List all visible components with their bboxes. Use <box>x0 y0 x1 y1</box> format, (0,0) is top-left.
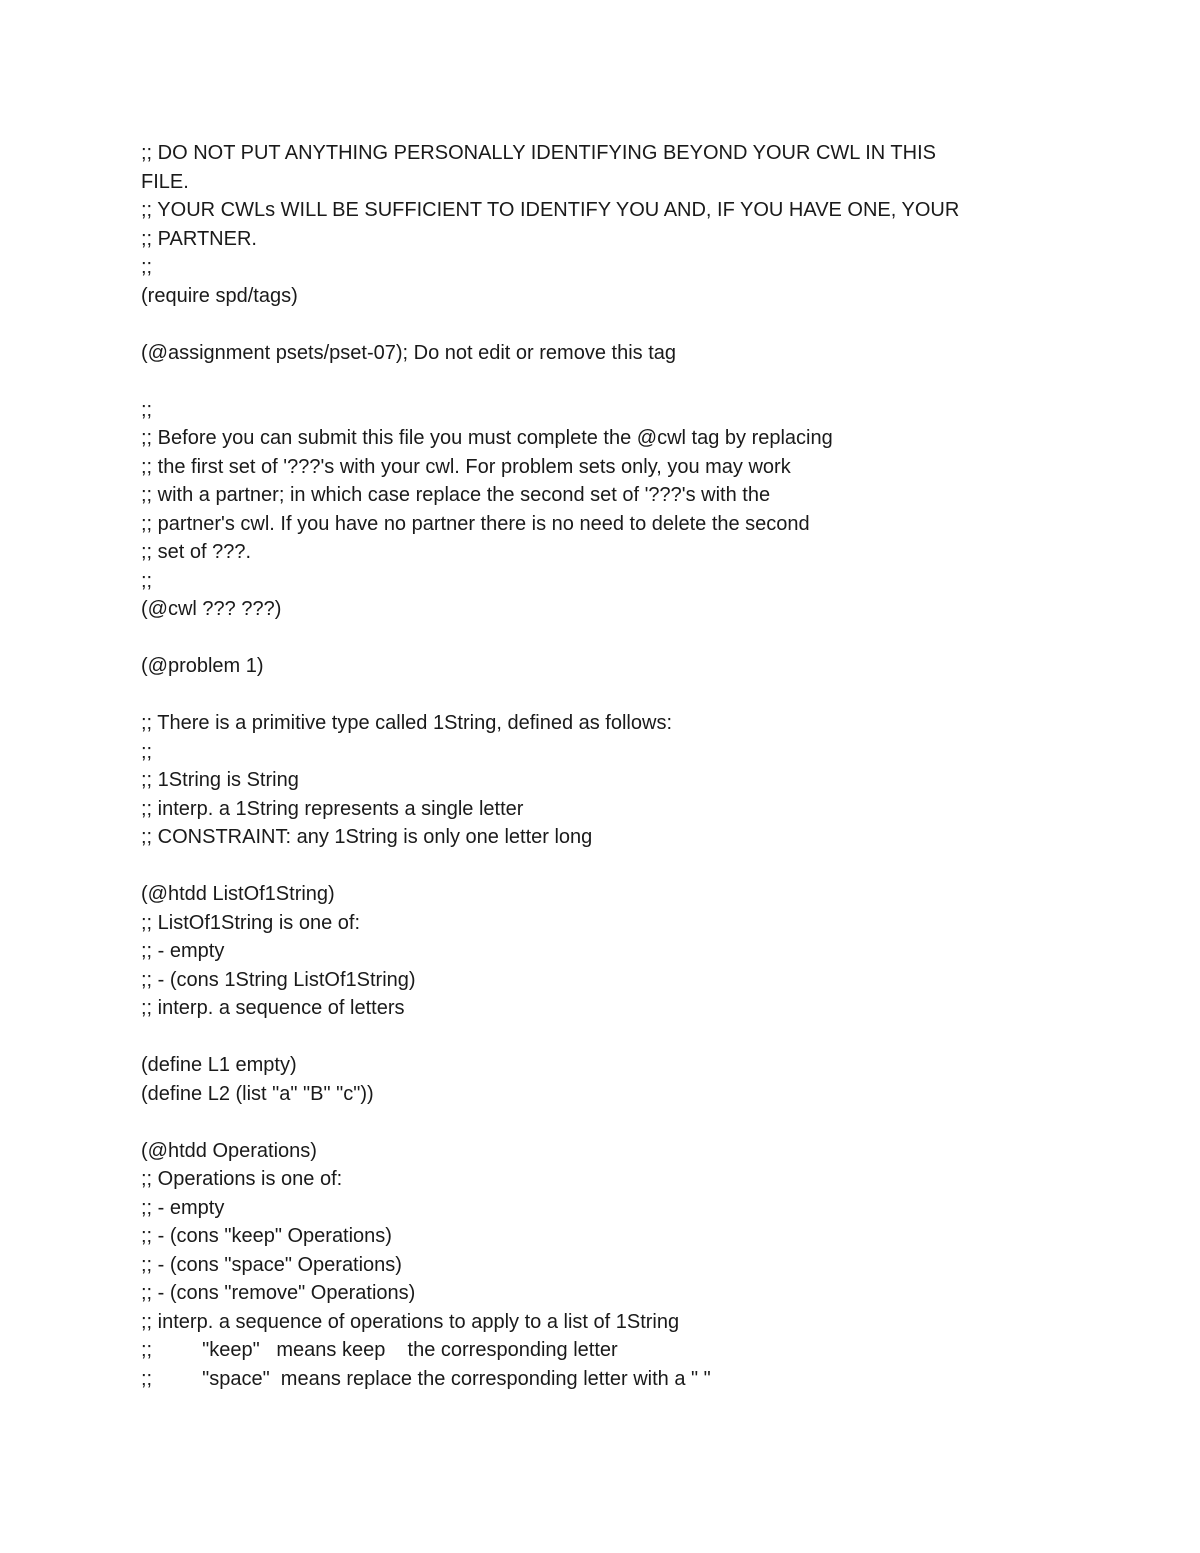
text-line: ;; - (cons "remove" Operations) <box>141 1282 416 1304</box>
text-line: ;; - (cons 1String ListOf1String) <box>141 968 416 991</box>
text-line: ;; - (cons "keep" Operations) <box>141 1225 392 1247</box>
text-line: (@cwl ??? ???) <box>141 598 282 620</box>
text-line: ;; Before you can submit this file you must complete the @cwl tag by replacing <box>141 427 833 449</box>
text-line: ;; - (cons "space" Operations) <box>141 1253 402 1276</box>
text-line: (define L2 (list "a" "B" "c")) <box>141 1082 374 1105</box>
text-line <box>141 310 1061 339</box>
text-line <box>141 1108 1061 1137</box>
text-line: (@htdd Operations) <box>141 1139 317 1162</box>
text-line: ;; interp. a sequence of operations to apply to a list of 1String <box>141 1310 680 1333</box>
text-line: ;; partner's cwl. If you have no partner there is no need to delete the second <box>141 512 810 535</box>
text-line: (define L1 empty) <box>141 1054 297 1076</box>
text-line: ;; Operations is one of: <box>141 1168 343 1190</box>
text-line: ;; PARTNER. <box>141 227 257 250</box>
text-line: ;; <box>141 740 153 763</box>
text-line: ;; DO NOT PUT ANYTHING PERSONALLY IDENTIFYING BEYOND YOUR CWL IN THIS <box>141 142 936 164</box>
text-line: ;; interp. a sequence of letters <box>141 997 405 1019</box>
text-line: (@assignment psets/pset-07); Do not edit or remove this tag <box>141 341 676 364</box>
text-line: ;; CONSTRAINT: any 1String is only one letter long <box>141 826 593 848</box>
text-line: ;; the first set of '???'s with your cwl. For problem sets only, you may work <box>141 455 791 478</box>
text-line <box>141 624 1061 653</box>
document-text <box>141 139 1061 1393</box>
text-line: (@problem 1) <box>141 655 264 677</box>
text-line: ;; with a partner; in which case replace the second set of '???'s with the <box>141 484 771 506</box>
text-line: ;; - empty <box>141 1196 225 1219</box>
text-line: ;; - empty <box>141 940 225 962</box>
text-line: ;; "keep" means keep the corresponding letter <box>141 1339 618 1361</box>
text-line: ;; interp. a 1String represents a single letter <box>141 797 524 820</box>
text-line: ;; <box>141 256 153 278</box>
text-line <box>141 1023 1061 1052</box>
text-line: ;; ListOf1String is one of: <box>141 911 360 934</box>
text-line: (@htdd ListOf1String) <box>141 883 335 905</box>
text-line: ;; set of ???. <box>141 541 252 563</box>
text-line: ;; 1String is String <box>141 769 299 791</box>
text-line: ;; <box>141 398 153 421</box>
text-line <box>141 681 1061 710</box>
text-line <box>141 852 1061 881</box>
text-line: ;; <box>141 569 153 592</box>
text-line: (require spd/tags) <box>141 284 298 307</box>
text-line <box>141 367 1061 396</box>
text-line: FILE. <box>141 170 189 193</box>
text-line: ;; "space" means replace the corresponding letter with a " " <box>141 1367 711 1390</box>
text-line: ;; There is a primitive type called 1String, defined as follows: <box>141 712 672 734</box>
text-line: ;; YOUR CWLs WILL BE SUFFICIENT TO IDENTIFY YOU AND, IF YOU HAVE ONE, YOUR <box>141 199 960 221</box>
